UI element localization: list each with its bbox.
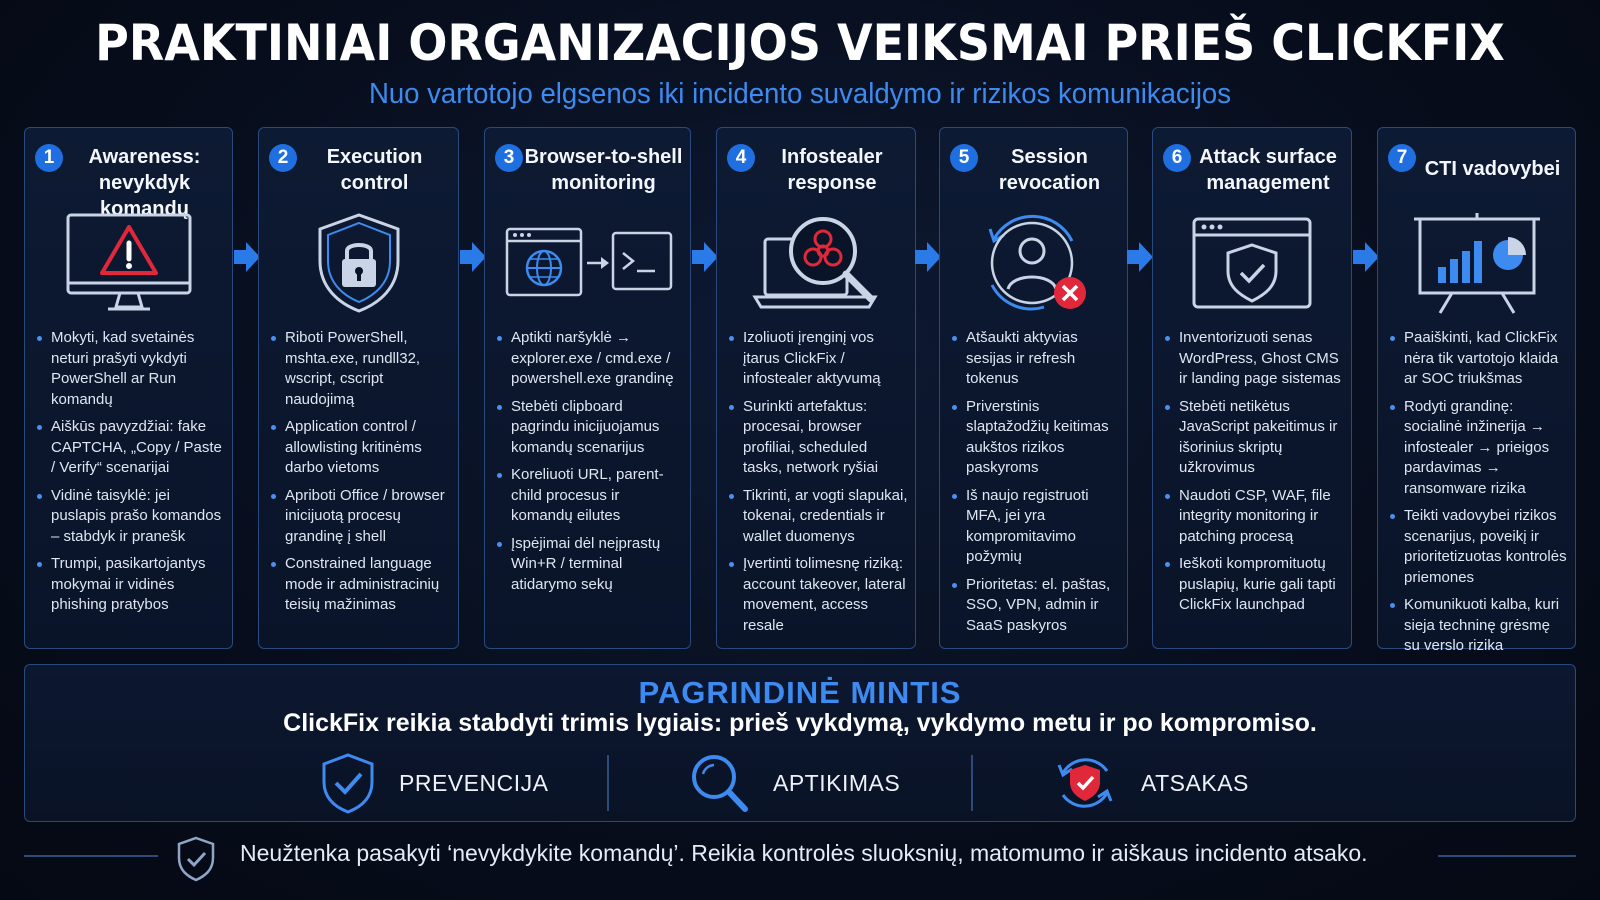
list-item: Paaiškinti, kad ClickFix nėra tik vartotojo klaida ar SOC triukšmas	[1390, 328, 1569, 390]
page-subtitle: Nuo vartotojo elgsenos iki incidento suvaldymo ir rizikos komunikacijos	[368, 78, 1232, 110]
list-item: Constrained language mode ir administracinių teisių mažinimas	[271, 554, 452, 616]
browser-to-terminal-icon	[485, 208, 690, 318]
shield-check-icon	[321, 752, 375, 814]
list-item: Priverstinis slaptažodžių keitimas aukštos rizikos paskyroms	[952, 397, 1121, 479]
biohazard-magnifier-icon	[717, 208, 915, 318]
step-title: Session revocation	[998, 146, 1101, 194]
browser-shield-icon	[1153, 208, 1351, 318]
list-item: Ieškoti kompromituotų puslapių, kurie gali tapti ClickFix launchpad	[1165, 554, 1345, 616]
list-item: Įspėjimai dėl neįprastų Win+R / terminal atidarymo sekų	[497, 534, 684, 596]
list-item: Komunikuoti kalba, kuri sieja techninę grėsmę su verslo rizika	[1390, 595, 1569, 657]
user-revoke-icon	[940, 208, 1127, 318]
shield-lock-icon	[259, 208, 458, 318]
list-item: Vidinė taisyklė: jei puslapis prašo komandos – stabdyk ir pranešk	[37, 486, 226, 548]
step-title: Infostealer response	[781, 146, 883, 194]
list-item: Naudoti CSP, WAF, file integrity monitoring ir patching procesą	[1165, 486, 1345, 548]
list-item: Mokyti, kad svetainės neturi prašyti vykdyti PowerShell ar Run komandų	[37, 328, 226, 410]
step-bullet-list	[1165, 328, 1345, 623]
list-item: Atšaukti aktyvias sesijas ir refresh tokenus	[952, 328, 1121, 390]
list-item: Rodyti grandinę: socialinė inžinerija → infostealer → prieigos pardavimas → ransomware rizika	[1390, 397, 1569, 500]
step-title: CTI vadovybei	[1424, 158, 1561, 180]
step-number-badge: 2	[269, 144, 297, 172]
list-item: Inventorizuoti senas WordPress, Ghost CMS ir landing page sistemas	[1165, 328, 1345, 390]
pillar-label: PREVENCIJA	[399, 769, 549, 796]
step-bullet-list	[729, 328, 909, 643]
list-item: Prioritetas: el. paštas, SSO, VPN, admin ir SaaS paskyros	[952, 575, 1121, 637]
list-item: Surinkti artefaktus: procesai, browser profiliai, scheduled tasks, network ryšiai	[729, 397, 909, 479]
divider	[971, 755, 973, 811]
presentation-chart-icon	[1378, 208, 1575, 318]
list-item: Stebėti clipboard pagrindu inicijuojamus komandų scenarijus	[497, 397, 684, 459]
step-card-awareness	[24, 127, 233, 649]
list-item: Stebėti netikėtus JavaScript pakeitimus ir išorinius skriptų užkrovimus	[1165, 397, 1345, 479]
shield-check-icon	[176, 836, 216, 882]
list-item: Teikti vadovybei rizikos scenarijus, poveikį ir prioritetizuotas kontrolės priemones	[1390, 506, 1569, 588]
footer-line-left	[24, 855, 158, 857]
step-bullet-list	[271, 328, 452, 623]
step-card-attack-surface-management	[1152, 127, 1352, 649]
shield-cycle-icon	[1053, 751, 1117, 815]
step-card-browser-to-shell	[484, 127, 691, 649]
list-item: Izoliuoti įrenginį vos įtarus ClickFix / infostealer aktyvumą	[729, 328, 909, 390]
step-number-badge: 6	[1163, 144, 1191, 172]
list-item: Riboti PowerShell, mshta.exe, rundll32, wscript, cscript naudojimą	[271, 328, 452, 410]
step-bullet-list	[497, 328, 684, 602]
key-message-panel	[24, 664, 1576, 822]
list-item: Koreliuoti URL, parent-child procesus ir komandų eilutes	[497, 465, 684, 527]
pillar-label: APTIKIMAS	[773, 769, 901, 796]
list-item: Tikrinti, ar vogti slapukai, tokenai, credentials ir wallet duomenys	[729, 486, 909, 548]
list-item: Apriboti Office / browser inicijuotą procesų grandinę į shell	[271, 486, 452, 548]
step-title: Browser-to-shell monitoring	[524, 146, 683, 194]
list-item: Aptikti naršyklė → explorer.exe / cmd.exe / powershell.exe grandinę	[497, 328, 684, 390]
pillar-detection	[689, 751, 900, 815]
arrow-right-icon	[1125, 240, 1155, 274]
list-item: Trumpi, pasikartojantys mokymai ir vidinės phishing pratybos	[37, 554, 226, 616]
magnifier-icon	[689, 752, 749, 814]
step-bullet-list	[952, 328, 1121, 643]
list-item: Aiškūs pavyzdžiai: fake CAPTCHA, „Copy / Paste / Verify“ scenarijai	[37, 417, 226, 479]
step-title: Attack surface management	[1199, 146, 1337, 194]
footer-text: Neužtenka pasakyti ‘nevykdykite komandų’. Reikia kontrolės sluoksnių, matomumo ir aiškaus incidento atsako.	[240, 840, 1368, 866]
step-number-badge: 4	[727, 144, 755, 172]
step-number-badge: 5	[950, 144, 978, 172]
pillar-response	[1053, 751, 1249, 815]
step-number-badge: 1	[35, 144, 63, 172]
step-card-execution-control	[258, 127, 459, 649]
step-title: Awareness: nevykdyk komandų	[88, 146, 201, 220]
step-card-session-revocation	[939, 127, 1128, 649]
footer-line-right	[1438, 855, 1576, 857]
pillar-prevention	[321, 751, 548, 815]
step-card-infostealer-response	[716, 127, 916, 649]
key-message-title: PAGRINDINĖ MINTIS	[638, 675, 962, 710]
key-message-text: ClickFix reikia stabdyti trimis lygiais: prieš vykdymą, vykdymo metu ir po kompromiso.	[283, 709, 1317, 737]
step-number-badge: 3	[495, 144, 523, 172]
list-item: Application control / allowlisting kritinėms darbo vietoms	[271, 417, 452, 479]
step-bullet-list	[37, 328, 226, 623]
page-title: PRAKTINIAI ORGANIZACIJOS VEIKSMAI PRIEŠ CLICKFIX	[95, 14, 1505, 72]
divider	[607, 755, 609, 811]
step-number-badge: 7	[1388, 144, 1416, 172]
list-item: Įvertinti tolimesnę riziką: account takeover, lateral movement, access resale	[729, 554, 909, 636]
step-title: Execution control	[326, 146, 423, 194]
warning-monitor-icon	[25, 208, 232, 318]
step-bullet-list	[1390, 328, 1569, 664]
list-item: Iš naujo registruoti MFA, jei yra kompromitavimo požymių	[952, 486, 1121, 568]
pillar-label: ATSAKAS	[1141, 769, 1249, 796]
step-card-cti-leadership	[1377, 127, 1576, 654]
